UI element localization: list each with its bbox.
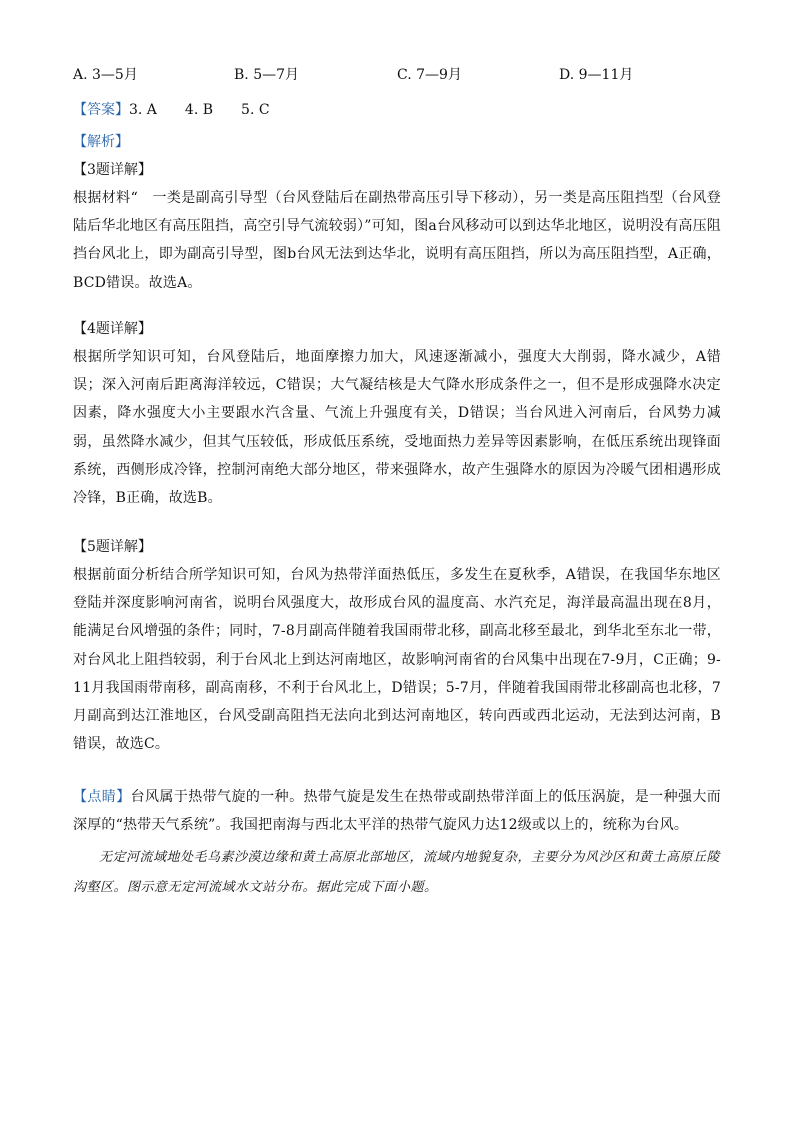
option-d: D. 9—11月 [559, 67, 634, 83]
passage-text: 无定河流域地处毛乌素沙漠边缘和黄土高原北部地区，流域内地貌复杂，主要分为风沙区和黄土高原丘陵沟壑区。图示意无定河流域水文站分布。据此完成下面小题。 [73, 850, 721, 895]
answer-label: 【答案】 [73, 102, 129, 118]
option-a: A. 3—5月 [73, 67, 138, 83]
option-c: C. 7—9月 [397, 67, 462, 83]
tip-text: 台风属于热带气旋的一种。热带气旋是发生在热带或副热带洋面上的低压涡旋，是一种强大而深厚的“热带天气系统”。我国把南海与西北太平洋的热带气旋风力达12级或以上的，统称为台风。 [73, 789, 721, 834]
answer-item: 5. C [241, 102, 270, 118]
answer-item: 4. B [184, 102, 214, 118]
q3-title: 【3题详解】 [73, 162, 152, 178]
answer-row [73, 99, 270, 119]
q5-text: 根据前面分析结合所学知识可知，台风为热带洋面热低压，多发生在夏秋季，A错误，在我国华东地区登陆并深度影响河南省，说明台风强度大，故形成台风的温度高、水汽充足，海洋最高温出现在8月，能满足台风增强的条件；同时，7-8月副高伴随着我国雨带北移，副高北移至最北，到华北至东北一带，对台风北上阻挡较弱，利于台风北上到达河南地区，故影响河南省的台风集中出现在7-9月，C正确；9-11月我国雨带南移，副高南移，不利于台风北上，D错误；5-7月，伴随着我国雨带北移副高也北移，7月副高到达江淮地区，台风受副高阻挡无法向北到达河南地区，转向西或西北运动，无法到达河南，B错误，故选C。 [73, 567, 721, 753]
tip-label: 【点睛】 [73, 789, 131, 805]
q3-text: 根据材料“ 一类是副高引导型（台风登陆后在副热带高压引导下移动），另一类是高压阻挡型（台风登陆后华北地区有高压阻挡，高空引导气流较弱）”可知，图a台风移动可以到达华北地区，说明没有高压阻挡台风北上，即为副高引导型，图b台风无法到达华北，说明有高压阻挡，所以为高压阻挡型，A正确，BCD错误。故选A。 [73, 190, 721, 291]
q4-title: 【4题详解】 [73, 321, 152, 337]
option-b: B. 5—7月 [234, 67, 300, 83]
answer-item: 3. A [129, 102, 157, 118]
q5-title: 【5题详解】 [73, 539, 152, 555]
analysis-label: 【解析】 [73, 134, 129, 150]
tip-block [73, 783, 721, 839]
q4-text: 根据所学知识可知，台风登陆后，地面摩擦力加大，风速逐渐减小，强度大大削弱，降水减少，A错误；深入河南后距离海洋较远，C错误；大气凝结核是大气降水形成条件之一，但不是形成强降水决定因素，降水强度大小主要跟水汽含量、气流上升强度有关，D错误；当台风进入河南后，台风势力减弱，虽然降水减少，但其气压较低，形成低压系统，受地面热力差异等因素影响，在低压系统出现锋面系统，西侧形成冷锋，控制河南绝大部分地区，带来强降水，故产生强降水的原因为冷暖气团相遇形成冷锋，B正确，故选B。 [73, 349, 721, 507]
answer-options [73, 64, 733, 86]
